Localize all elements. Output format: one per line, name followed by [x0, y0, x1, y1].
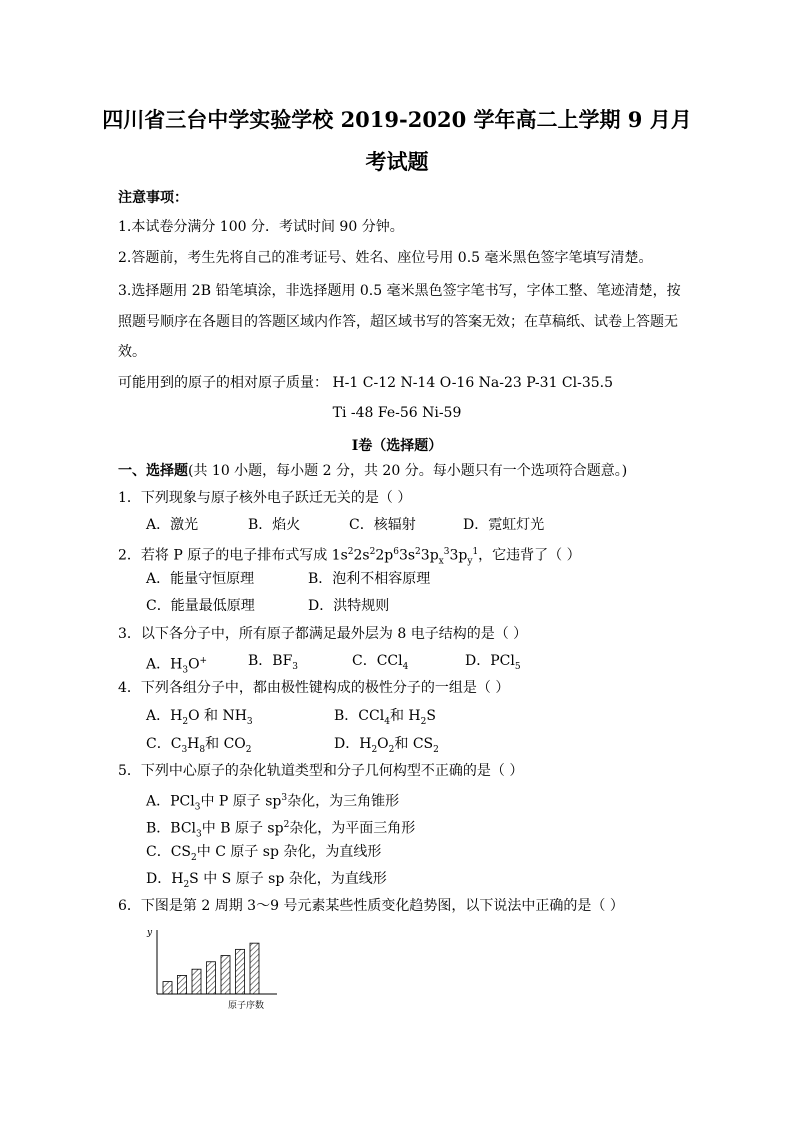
- q2-orbital: 2s: [353, 547, 370, 564]
- q2-orbital: 3p: [449, 547, 468, 564]
- q2-orbital: 2p: [375, 547, 394, 564]
- formula-sub: 2: [371, 744, 378, 755]
- question-2-option-c: C．能量最低原理: [146, 598, 255, 614]
- formula-text: 杂化，为三角锥形: [287, 793, 400, 810]
- y-axis-label: y: [147, 928, 153, 938]
- formula-text: 和 CS: [394, 736, 434, 752]
- bars-group: [163, 943, 259, 994]
- q2-sup: 6: [393, 547, 399, 557]
- formula-text: A．H: [146, 708, 183, 724]
- question-5-option-d: [146, 869, 387, 895]
- bar-7: [221, 956, 230, 994]
- bar-8: [236, 949, 245, 994]
- q2-sup: 2: [369, 547, 376, 557]
- formula-sub: 2: [420, 716, 427, 727]
- bar-4: [178, 975, 187, 994]
- formula-sup: 2: [283, 820, 290, 830]
- section-part-label: 一、选择题: [118, 463, 188, 479]
- q2-orbital: 3s: [398, 547, 416, 564]
- formula-text: D．H: [146, 871, 184, 887]
- notice-item-3b: 照题号顺序在各题目的答题区域内作答，超区域书写的答案无效；在草稿纸、试卷上答题无: [118, 314, 678, 330]
- formula-text: O: [377, 736, 389, 752]
- formula-sub: 4: [384, 716, 390, 727]
- formula-text: A．PCl: [146, 793, 195, 810]
- question-1-stem: 1．下列现象与原子核外电子跃迁无关的是（ ）: [118, 490, 412, 506]
- question-2-option-a: A．能量守恒原理: [146, 571, 255, 587]
- formula-text: O: [188, 656, 200, 673]
- formula-sub: 5: [514, 661, 521, 672]
- question-2-stem: [118, 542, 581, 571]
- q2-sub: y: [467, 556, 473, 567]
- question-2-option-b: B．泡利不相容原理: [308, 571, 431, 587]
- notice-item-3c: 效。: [118, 344, 146, 360]
- formula-sub: 3: [182, 665, 189, 676]
- atomic-masses-line1: 可能用到的原子的相对原子质量： H-1 C-12 N-14 O-16 Na-23 P-31 Cl-35.5: [118, 375, 614, 391]
- formula-text: S: [426, 708, 436, 724]
- question-3-option-d: [465, 651, 521, 677]
- bar-6: [207, 962, 216, 994]
- formula-text: C．CS: [146, 844, 192, 860]
- formula-text: B．BF: [248, 653, 293, 669]
- formula-text: B．BCl: [146, 820, 197, 837]
- formula-text: A．H: [146, 656, 183, 673]
- question-1-option-c: C．核辐射: [349, 517, 416, 533]
- question-1-option-a: A．激光: [146, 517, 199, 533]
- formula-text: C．CCl: [352, 653, 403, 669]
- question-5-option-a: [146, 788, 399, 817]
- question-4-option-c: [146, 734, 252, 760]
- question-3-option-c: [352, 651, 408, 677]
- q2-sup: 2: [415, 547, 421, 557]
- bar-9: [250, 943, 259, 994]
- atomic-masses-line2: Ti -48 Fe-56 Ni-59: [332, 405, 462, 421]
- question-1-option-d: D．霓虹灯光: [463, 517, 545, 533]
- formula-sub: 2: [191, 852, 197, 863]
- q2-sup: 1: [472, 547, 479, 557]
- formula-text: D．H: [334, 736, 372, 752]
- bar-5: [192, 969, 201, 994]
- formula-text: B．CCl: [334, 708, 385, 724]
- question-2-option-d: D．洪特规则: [308, 598, 390, 614]
- question-4-stem: 4．下列各组分子中，都由极性键构成的极性分子的一组是（ ）: [118, 680, 510, 696]
- question-5-option-b: [146, 815, 415, 844]
- notice-item-3a: 3.选择题用 2B 铅笔填涂，非选择题用 0.5 毫米黑色签字笔书写，字体工整、笔迹清楚，按: [118, 283, 681, 299]
- bar-3: [163, 982, 172, 994]
- question-3-option-a: [146, 651, 207, 680]
- formula-text: D．PCl: [465, 653, 515, 669]
- question-1-option-b: B．焰火: [248, 517, 301, 533]
- formula-text: 和 H: [389, 708, 421, 724]
- q2-sup: 3: [443, 547, 450, 557]
- formula-text: 中 P 原子 sp: [200, 793, 282, 810]
- formula-text: S 中 S 原子 sp 杂化，为直线形: [189, 871, 387, 887]
- formula-sub: 2: [183, 879, 190, 890]
- question-6-stem: 6．下图是第 2 周期 3～9 号元素某些性质变化趋势图，以下说法中正确的是（ ）: [118, 898, 624, 914]
- formula-text: C．C: [146, 736, 182, 752]
- formula-sub: 4: [402, 661, 409, 672]
- formula-text: H: [187, 736, 200, 752]
- question-3-stem: 3．以下各分子中，所有原子都满足最外层为 8 电子结构的是（ ）: [118, 626, 528, 642]
- formula-sub: 8: [199, 744, 206, 755]
- q2-orbital: 3p: [420, 547, 439, 564]
- exam-title-line2: 考试题: [365, 149, 429, 174]
- formula-sub: 3: [181, 744, 188, 755]
- formula-sup: +: [199, 656, 208, 666]
- formula-sub: 2: [433, 744, 439, 755]
- question-5-stem: 5．下列中心原子的杂化轨道类型和分子几何构型不正确的是（ ）: [118, 763, 524, 779]
- formula-text: 中 C 原子 sp 杂化，为直线形: [196, 844, 382, 860]
- formula-sub: 2: [245, 744, 252, 755]
- exam-title-line1: 四川省三台中学实验学校 2019-2020 学年高二上学期 9 月月: [102, 107, 692, 132]
- formula-text: 和 CO: [205, 736, 246, 752]
- formula-text: 中 B 原子 sp: [201, 820, 284, 837]
- section-instructions: [118, 461, 627, 481]
- question-4-option-a: [146, 706, 253, 732]
- question-4-option-d: [334, 734, 439, 760]
- q2-sup: 2: [347, 547, 354, 557]
- notice-heading: 注意事项：: [118, 190, 188, 206]
- formula-sub: 3: [246, 716, 253, 727]
- section-part-text: (共 10 小题，每小题 2 分，共 20 分。每小题只有一个选项符合题意。): [188, 463, 628, 479]
- question-5-option-c: [146, 842, 381, 868]
- formula-sup: 3: [281, 793, 288, 803]
- formula-sub: 2: [388, 744, 395, 755]
- formula-sub: 3: [194, 802, 201, 813]
- q2-text-post: ，它违背了（ ）: [478, 547, 581, 564]
- formula-text: 杂化，为平面三角形: [289, 820, 416, 837]
- question-4-option-b: [334, 706, 436, 732]
- notice-item-1: 1.本试卷分满分 100 分．考试时间 90 分钟。: [118, 219, 404, 235]
- formula-sub: 3: [292, 661, 299, 672]
- section-title: Ⅰ卷（选择题）: [351, 438, 443, 454]
- notice-item-2: 2.答题前，考生先将自己的准考证号、姓名、座位号用 0.5 毫米黑色签字笔填写清楚。: [118, 250, 653, 266]
- q2-text-pre: 2．若将 P 原子的电子排布式写成 1s: [118, 547, 348, 564]
- x-axis-label: 原子序数: [228, 1001, 265, 1011]
- formula-sub: 2: [182, 716, 189, 727]
- trend-bar-chart: [145, 926, 285, 1012]
- question-3-option-b: [248, 651, 298, 677]
- formula-text: O 和 NH: [188, 708, 247, 724]
- q2-sub: x: [438, 556, 444, 567]
- formula-sub: 3: [196, 829, 202, 840]
